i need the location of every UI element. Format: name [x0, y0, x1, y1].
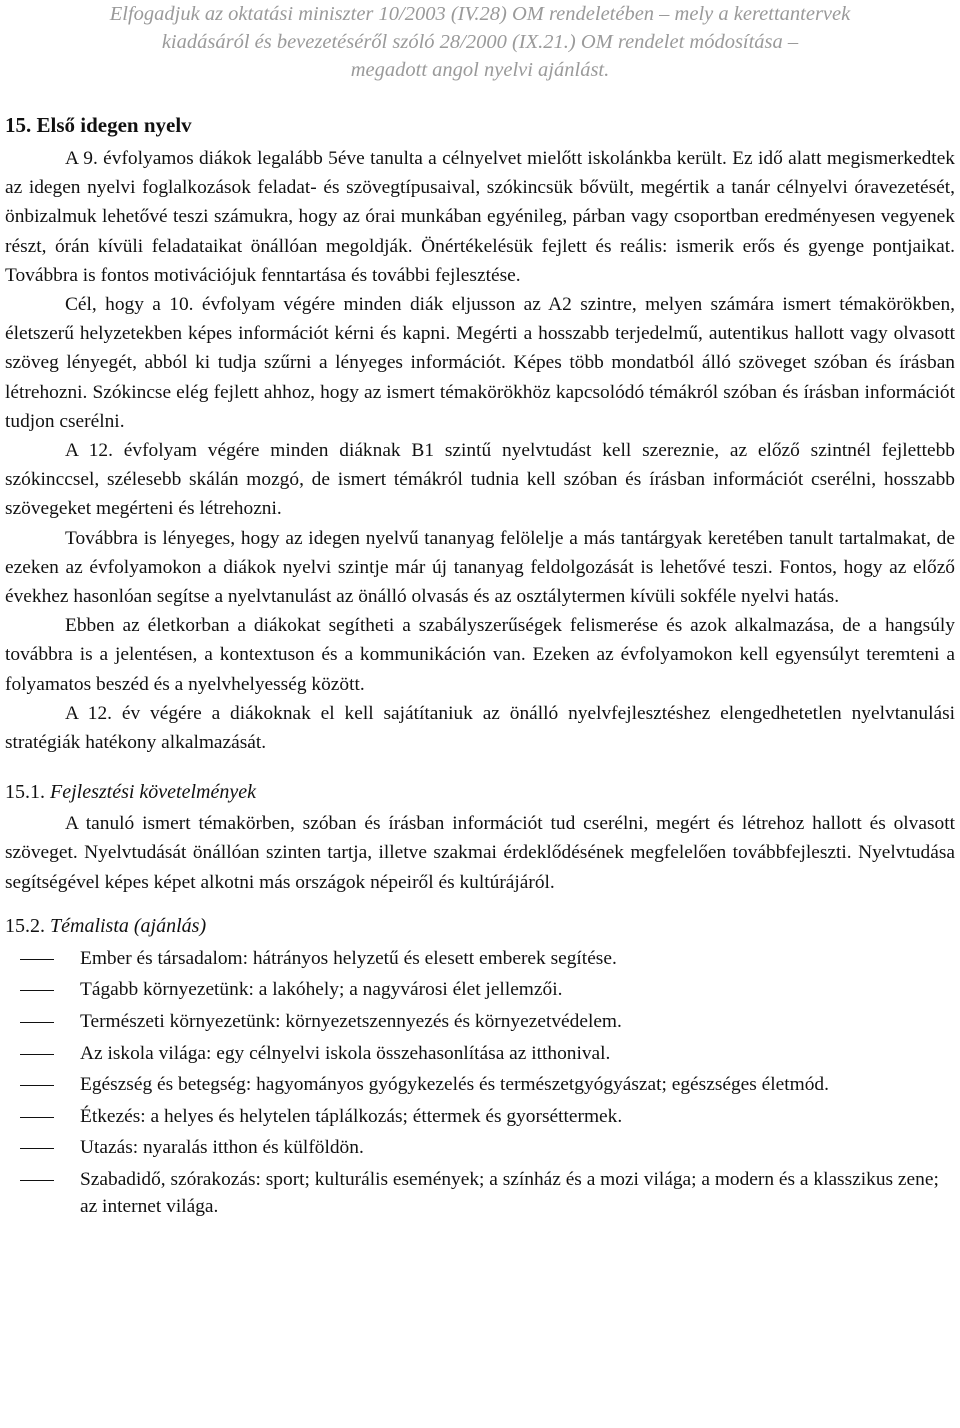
dash-bullet-icon — [20, 1085, 54, 1086]
list-item-text: Egészség és betegség: hagyományos gyógykezelés és természetgyógyászat; egészséges életmód. — [80, 1074, 829, 1096]
list-item-text: Étkezés: a helyes és helytelen táplálkozás; éttermek és gyorséttermek. — [80, 1105, 623, 1127]
list-item — [5, 1103, 955, 1130]
list-item-text: Tágabb környezetünk: a lakóhely; a nagyvárosi élet jellemzői. — [80, 979, 563, 1001]
list-item — [5, 945, 955, 972]
topic-list — [5, 945, 955, 1220]
intro-text — [5, 144, 955, 757]
dash-bullet-icon — [20, 990, 54, 991]
development-requirements-paragraph: A tanuló ismert témakörben, szóban és írásban információt tud cserélni, megért és létrehoz hallott és olvasott szöveget. Nyelvtudását önállóan szinten tartja, illetve szakmai érdeklődésének megfelelően továbbfejleszti. Nyelvtudása segítségével képes képet alkotni más országok népeiről és kultúrájáról. — [5, 813, 955, 893]
paragraph-1: A 9. évfolyamos diákok legalább 5éve tanulta a célnyelvet mielőtt iskolánkba került. Ez idő alatt megismerkedtek az idegen nyelvi foglalkozások feladat- és szövegtípusaival, szókincsük bővült, megértik a tanár célnyelvi óravezetését, önbizalmuk lehetővé teszi számukra, hogy az órai munkában egyénileg, párban vagy csoportban eredményesen vegyenek részt, órán kívüli feladataikat önállóan megoldják. Önértékelésük fejlett és reális: ismerik erős és gyenge pontjaikat. Továbbra is fontos motivációjuk fenntartása és további fejlesztése. — [5, 148, 955, 286]
dash-bullet-icon — [20, 1022, 54, 1023]
page-header — [5, 0, 955, 84]
list-item — [5, 1134, 955, 1161]
list-item-text: Szabadidő, szórakozás: sport; kulturális események; a színház és a mozi világa; a modern és a klasszikus zene; az internet világa. — [80, 1169, 939, 1218]
list-item — [5, 976, 955, 1003]
document-page — [5, 0, 955, 1225]
subsection-heading-1 — [5, 777, 955, 807]
paragraph-2: Cél, hogy a 10. évfolyam végére minden diák eljusson az A2 szintre, melyen számára ismert témakörökben, életszerű helyzetekben képes információt kérni és kapni. Megérti a hosszabb terjedelmű, autentikus hallott vagy olvasott szöveg lényegét, abból ki tudja szűrni a lényeges információt. Képes több mondatból álló szöveget szóban és írásban létrehozni. Szókincse elég fejlett ahhoz, hogy az ismert témakörökhöz kapcsolódó témákról szóban és írásban információt tudjon cserélni. — [5, 294, 955, 432]
paragraph-5: Ebben az életkorban a diákokat segítheti a szabályszerűségek felismerése és azok alkalmazása, de a hangsúly továbbra is a jelentésen, a kontextuson és a kommunikáción van. Ezeken az évfolyamokon kell egyensúlyt teremteni a folyamatos beszéd és a nyelvhelyesség között. — [5, 615, 955, 695]
list-item — [5, 1166, 955, 1220]
subsection-title-1: Fejlesztési követelmények — [50, 781, 256, 804]
dash-bullet-icon — [20, 1054, 54, 1055]
subsection-heading-2 — [5, 911, 955, 941]
subsection-text-1 — [5, 809, 955, 897]
subsection-title-2: Témalista (ajánlás) — [50, 914, 207, 937]
section-title: 15. Első idegen nyelv — [5, 113, 192, 137]
dash-bullet-icon — [20, 1180, 54, 1181]
list-item-text: Utazás: nyaralás itthon és külföldön. — [80, 1137, 364, 1159]
header-line-2: kiadásáról és bevezetéséről szóló 28/2000 (IX.21.) OM rendelet módosítása – — [161, 31, 799, 53]
paragraph-3: A 12. évfolyam végére minden diáknak B1 szintű nyelvtudást kell szereznie, az előző szintnél fejlettebb szókinccsel, szélesebb skálán mozgó, de ismert témákról tudnia kell szóban és írásban információt cserélni, hosszabb szövegeket megérteni és létrehozni. — [5, 440, 955, 520]
paragraph-6: A 12. év végére a diákoknak el kell sajátítaniuk az önálló nyelvfejlesztéshez elengedhetetlen nyelvtanulási stratégiák hatékony alkalmazását. — [5, 702, 955, 754]
subsection-number-1: 15.1. — [5, 781, 45, 804]
list-item — [5, 1040, 955, 1067]
list-item-text: Ember és társadalom: hátrányos helyzetű és elesett emberek segítése. — [80, 947, 617, 969]
dash-bullet-icon — [20, 959, 54, 960]
dash-bullet-icon — [20, 1148, 54, 1149]
header-line-3: megadott angol nyelvi ajánlást. — [350, 59, 610, 81]
paragraph-4: Továbbra is lényeges, hogy az idegen nyelvű tananyag felölelje a más tantárgyak keretében tanult tartalmakat, de ezeken az évfolyamokon a diákok nyelvi szintje már új tananyag feldolgozását is lehetővé teszi. Fontos, hogy az előző évekhez hasonlóan segítse a nyelvtanulást az önálló olvasás és az osztálytermen kívüli sokféle nyelvi hatás. — [5, 527, 955, 608]
list-item — [5, 1071, 955, 1098]
list-item-text: Az iskola világa: egy célnyelvi iskola összehasonlítása az itthonival. — [80, 1042, 611, 1064]
dash-bullet-icon — [20, 1117, 54, 1118]
list-item-text: Természeti környezetünk: környezetszennyezés és környezetvédelem. — [80, 1011, 622, 1033]
header-line-1: Elfogadjuk az oktatási miniszter 10/2003 (IV.28) OM rendeletében – mely a kerettantervek — [109, 3, 851, 25]
subsection-number-2: 15.2. — [5, 914, 45, 937]
list-item — [5, 1008, 955, 1035]
